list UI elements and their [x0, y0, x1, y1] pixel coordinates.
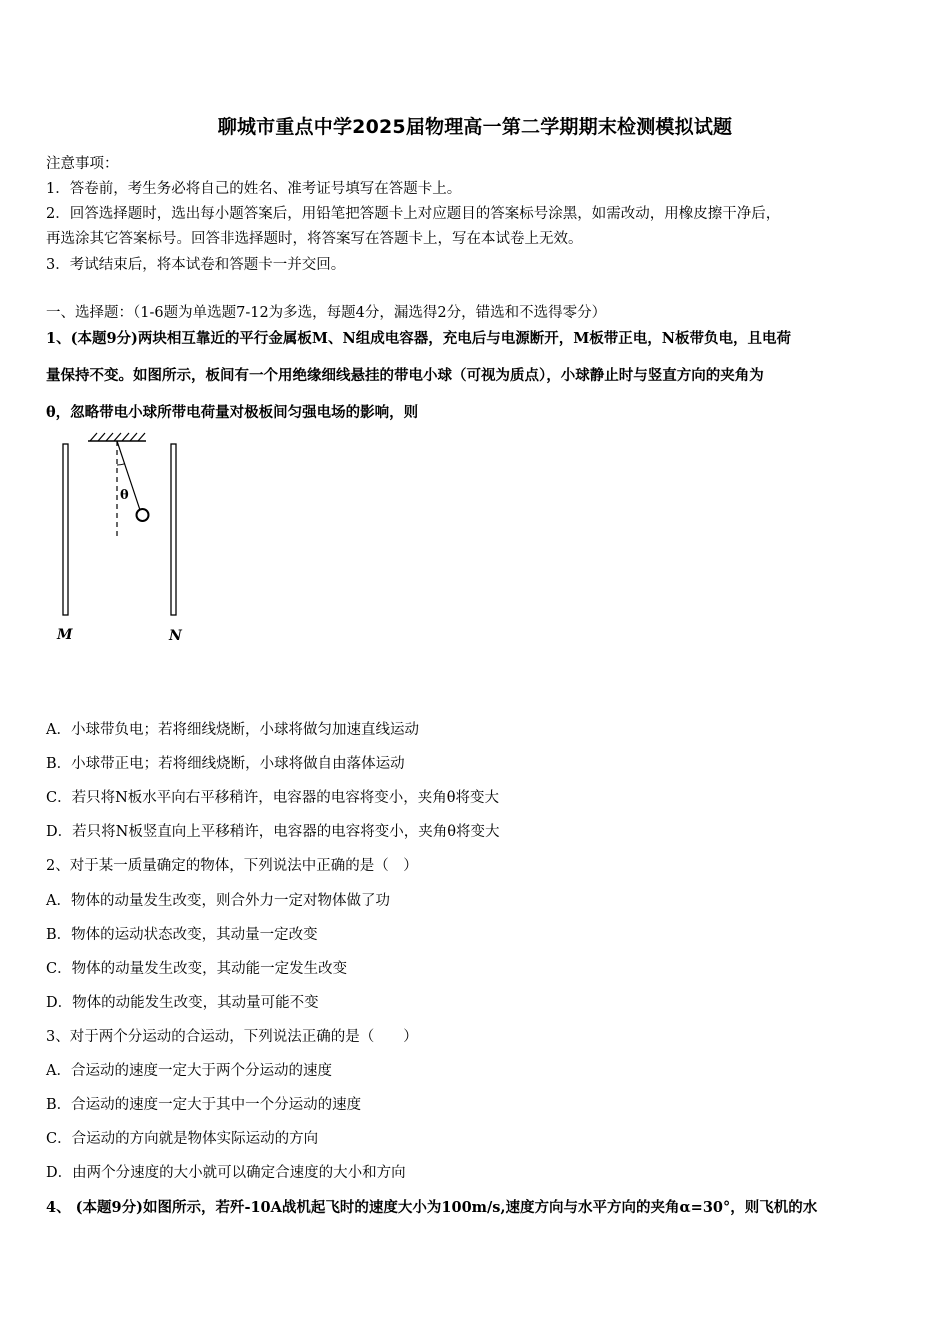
question-1-option-c: C．若只将N板水平向右平移稍许，电容器的电容将变小，夹角θ将变大 [46, 790, 500, 806]
question-3-option-d: D．由两个分速度的大小就可以确定合速度的大小和方向 [46, 1165, 406, 1181]
charged-ball [137, 509, 149, 521]
plate-m [63, 444, 68, 615]
question-2-option-d: D．物体的动能发生改变，其动量可能不变 [46, 995, 319, 1011]
ceiling-hatch [88, 433, 146, 441]
page-title: 聊城市重点中学2025届物理高一第二学期期末检测模拟试题 [217, 116, 733, 138]
capacitor-pendulum-figure [50, 428, 200, 650]
question-1-stem: 量保持不变。如图所示，板间有一个用绝缘细线悬挂的带电小球（可视为质点），小球静止时与竖直方向的夹角为 [46, 367, 764, 384]
plate-m-label: M [57, 627, 73, 643]
notice-item: 2．回答选择题时，选出每小题答案后，用铅笔把答题卡上对应题目的答案标号涂黑，如需改动，用橡皮擦干净后， [46, 206, 781, 222]
question-4-stem: 4、 (本题9分)如图所示，若歼-10A战机起飞时的速度大小为100m/s,速度方向与水平方向的夹角α=30°，则飞机的水 [46, 1199, 818, 1216]
question-1-option-d: D．若只将N板竖直向上平移稍许，电容器的电容将变小，夹角θ将变大 [46, 824, 500, 840]
question-2-option-c: C．物体的动量发生改变，其动能一定发生改变 [46, 961, 348, 977]
question-1-stem: 1、(本题9分)两块相互靠近的平行金属板M、N组成电容器，充电后与电源断开，M板带正电，N板带负电，且电荷 [46, 330, 792, 347]
notice-item: 再选涂其它答案标号。回答非选择题时，将答案写在答题卡上，写在本试卷上无效。 [46, 231, 583, 247]
notice-item: 1．答卷前，考生务必将自己的姓名、准考证号填写在答题卡上。 [46, 181, 462, 197]
question-3-option-c: C．合运动的方向就是物体实际运动的方向 [46, 1131, 319, 1147]
section-heading: 一、选择题：（1-6题为单选题7-12为多选，每题4分，漏选得2分，错选和不选得零分） [46, 305, 607, 321]
angle-arc [117, 464, 125, 465]
question-3-option-b: B．合运动的速度一定大于其中一个分运动的速度 [46, 1097, 362, 1113]
question-3-stem: 3、对于两个分运动的合运动，下列说法正确的是（ ） [46, 1029, 418, 1045]
notice-heading: 注意事项： [46, 156, 119, 172]
plate-n-label: N [169, 628, 182, 644]
notice-item: 3．考试结束后，将本试卷和答题卡一并交回。 [46, 257, 346, 273]
question-1-option-b: B．小球带正电；若将细线烧断，小球将做自由落体运动 [46, 756, 405, 772]
question-2-stem: 2、对于某一质量确定的物体，下列说法中正确的是（ ） [46, 858, 418, 874]
question-3-option-a: A．合运动的速度一定大于两个分运动的速度 [46, 1063, 332, 1079]
question-2-option-b: B．物体的运动状态改变，其动量一定改变 [46, 927, 318, 943]
angle-label: θ [120, 488, 129, 503]
question-1-option-a: A．小球带负电；若将细线烧断，小球将做匀加速直线运动 [46, 722, 419, 738]
question-1-stem: θ，忽略带电小球所带电荷量对极板间匀强电场的影响，则 [46, 404, 419, 421]
question-2-option-a: A．物体的动量发生改变，则合外力一定对物体做了功 [46, 893, 390, 909]
plate-n [171, 444, 176, 615]
